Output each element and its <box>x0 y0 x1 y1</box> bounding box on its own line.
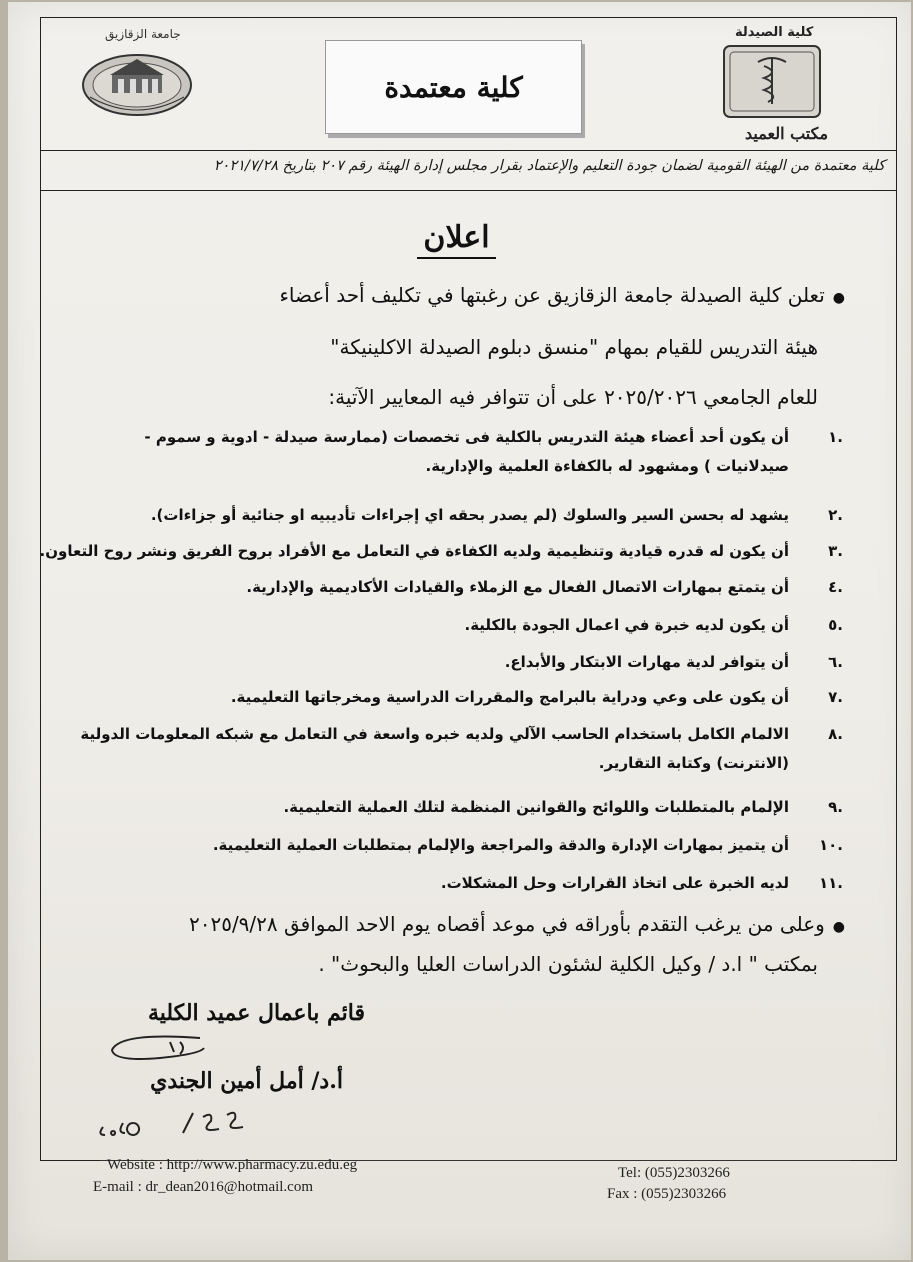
closing-line-1: ●وعلى من يرغب التقدم بأوراقه في موعد أقصاه يوم الاحد الموافق ٢٠٢٥/٩/٢٨ <box>188 912 845 936</box>
university-logo-icon <box>80 45 195 117</box>
accredited-stamp-text: كلية معتمدة <box>384 70 523 104</box>
pharmacy-faculty-logo-icon <box>722 44 822 119</box>
list-item: .٨ الالمام الكامل باستخدام الحاسب الآلي ولديه خبره واسعة في التعامل مع شبكه المعلومات الدولية (الانترنت) وكتابة التقارير. <box>80 725 843 772</box>
list-item: .٧ أن يكون على وعي ودراية بالبرامج والمقررات الدراسية ومخرجاتها التعليمية. <box>230 688 843 706</box>
signatory-name: أ.د/ أمل أمين الجندي <box>150 1068 343 1094</box>
intro-line-2: هيئة التدريس للقيام بمهام "منسق دبلوم الصيدلة الاكلينيكة" <box>330 335 818 359</box>
accreditation-divider <box>40 190 897 191</box>
faculty-name: كلية الصيدلة <box>735 25 814 40</box>
bullet-icon: ● <box>832 919 845 935</box>
university-name: جامعة الزقازيق <box>105 27 181 41</box>
bullet-icon: ● <box>832 290 845 306</box>
list-item: .١١ لديه الخبرة على اتخاذ القرارات وحل المشكلات. <box>440 874 843 892</box>
list-item: .٩ الإلمام بالمتطلبات واللوائح والقوانين المنظمة لتلك العملية التعليمية. <box>283 798 843 816</box>
list-item: .١ أن يكون أحد أعضاء هيئة التدريس بالكلية فى تخصصات (ممارسة صيدلة - ادوية و سموم - صيدلانيات ) ومشهود له بالكفاءة العلمية والإدارية. <box>144 428 843 475</box>
list-item: .٤ أن يتمتع بمهارات الاتصال الفعال مع الزملاء والقيادات الأكاديمية والإدارية. <box>246 578 843 596</box>
intro-line-3: للعام الجامعي ٢٠٢٥/٢٠٢٦ على أن تتوافر فيه المعايير الآتية: <box>328 385 818 409</box>
list-item: .٣ أن يكون له قدره قيادية وتنظيمية ولديه الكفاءة في التعامل مع الأفراد بروح الفريق ونشر روح التعاون. <box>39 542 843 560</box>
list-item: .٦ أن يتوافر لدية مهارات الابتكار والأبداع. <box>504 653 843 671</box>
email-text: E-mail : dr_dean2016@hotmail.com <box>93 1179 314 1195</box>
header-divider <box>40 150 897 151</box>
list-item: .٢ يشهد له بحسن السير والسلوك (لم يصدر بحقه اي إجراءات تأديبيه او جنائية أو جزاءات). <box>150 506 843 524</box>
handwritten-signature-icon <box>100 1028 210 1068</box>
fax-text: Fax : (055)2303266 <box>607 1186 727 1202</box>
signatory-role: قائم باعمال عميد الكلية <box>147 1000 365 1026</box>
tel-text: Tel: (055)2303266 <box>618 1165 730 1181</box>
handwritten-date-icon <box>95 1105 265 1140</box>
list-item: .١٠ أن يتميز بمهارات الإدارة والدقة والمراجعة والإلمام بمتطلبات العملية التعليمية. <box>212 836 843 854</box>
intro-line-1: ●تعلن كلية الصيدلة جامعة الزقازيق عن رغبتها في تكليف أحد أعضاء <box>279 283 845 307</box>
list-item: .٥ أن يكون لديه خبرة في اعمال الجودة بالكلية. <box>464 616 843 634</box>
announcement-title: اعلان <box>0 220 913 255</box>
dean-office-label: مكتب العميد <box>745 124 829 143</box>
accredited-stamp <box>325 40 582 134</box>
closing-line-2: بمكتب " ا.د / وكيل الكلية لشئون الدراسات العليا والبحوث" . <box>318 952 818 976</box>
website-text: Website : http://www.pharmacy.zu.edu.eg <box>107 1157 358 1173</box>
accreditation-line: كلية معتمدة من الهيئة القومية لضمان جودة التعليم والإعتماد بقرار مجلس إدارة الهيئة رقم ٢٠٧ بتاريخ ٢٠٢١/٧/٢٨ <box>213 158 885 174</box>
